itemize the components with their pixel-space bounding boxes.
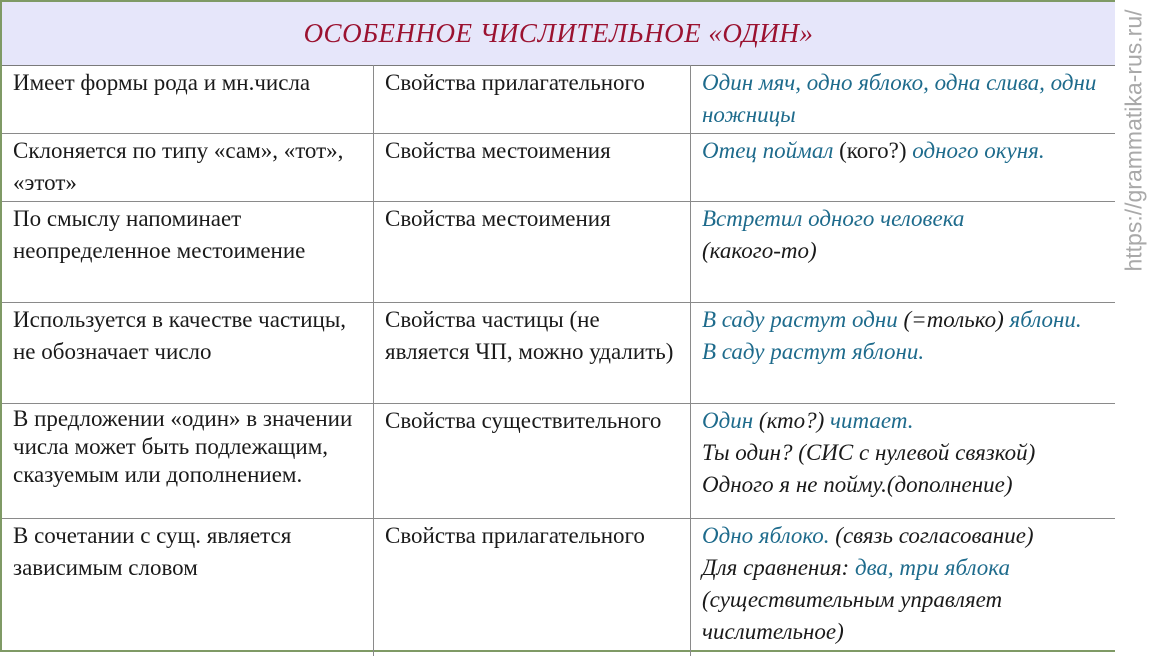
example-text: читает. <box>830 408 914 433</box>
example-question: (кто?) <box>753 408 831 433</box>
page-title: ОСОБЕННОЕ ЧИСЛИТЕЛЬНОЕ «ОДИН» <box>303 18 814 48</box>
numeral-table <box>2 65 1115 656</box>
watermark-url: https://grammatika-rus.ru/ <box>1120 8 1147 272</box>
table-row <box>2 134 1115 202</box>
example-note: Для сравнения: <box>702 555 855 580</box>
example-text: В саду растут яблони. <box>702 339 925 364</box>
feature-cell: В сочетании с сущ. является зависимым словом <box>2 519 374 656</box>
example-cell <box>691 202 1116 303</box>
feature-cell: Используется в качестве частицы, не обозначает число <box>2 303 374 404</box>
example-cell <box>691 66 1116 134</box>
table-row <box>2 202 1115 303</box>
property-cell: Свойства местоимения <box>374 134 691 202</box>
example-text: Один мяч, одно яблоко, одна слива, одни ножницы <box>702 70 1097 127</box>
example-note: (существительным управляет числительное) <box>702 587 1003 644</box>
example-text: яблони. <box>1009 307 1082 332</box>
example-text: Одно яблоко. <box>702 523 830 548</box>
watermark <box>1118 0 1150 280</box>
example-cell <box>691 303 1116 404</box>
example-note: (связь согласование) <box>829 523 1034 548</box>
property-cell: Свойства прилагательного <box>374 519 691 656</box>
table-row <box>2 303 1115 404</box>
property-cell: Свойства существительного <box>374 404 691 519</box>
table-row <box>2 404 1115 519</box>
table-row <box>2 66 1115 134</box>
example-note: Одного я не пойму.(дополнение) <box>702 472 1013 497</box>
example-note: Ты один? (СИС с нулевой связкой) <box>702 440 1036 465</box>
example-text: два, три яблока <box>854 555 1010 580</box>
example-cell <box>691 134 1116 202</box>
example-text: Встретил одного человека <box>702 206 965 231</box>
feature-cell: По смыслу напоминает неопределенное местоимение <box>2 202 374 303</box>
example-text: одного окуня. <box>912 138 1045 163</box>
example-note: (какого-то) <box>702 238 817 263</box>
feature-cell: Склоняется по типу «сам», «тот», «этот» <box>2 134 374 202</box>
feature-cell: Имеет формы рода и мн.числа <box>2 66 374 134</box>
property-cell: Свойства частицы (не является ЧП, можно удалить) <box>374 303 691 404</box>
property-cell: Свойства местоимения <box>374 202 691 303</box>
feature-cell: В предложении «один» в значении числа может быть подлежащим, сказуемым или дополнением. <box>2 404 374 519</box>
example-cell <box>691 404 1116 519</box>
table-row <box>2 519 1115 656</box>
table-header <box>2 2 1115 65</box>
example-question: (кого?) <box>833 138 913 163</box>
example-text: В саду растут одни <box>702 307 898 332</box>
example-text: Отец поймал <box>702 138 834 163</box>
example-cell <box>691 519 1116 656</box>
example-note: (=только) <box>897 307 1010 332</box>
example-text: Один <box>702 408 754 433</box>
property-cell: Свойства прилагательного <box>374 66 691 134</box>
